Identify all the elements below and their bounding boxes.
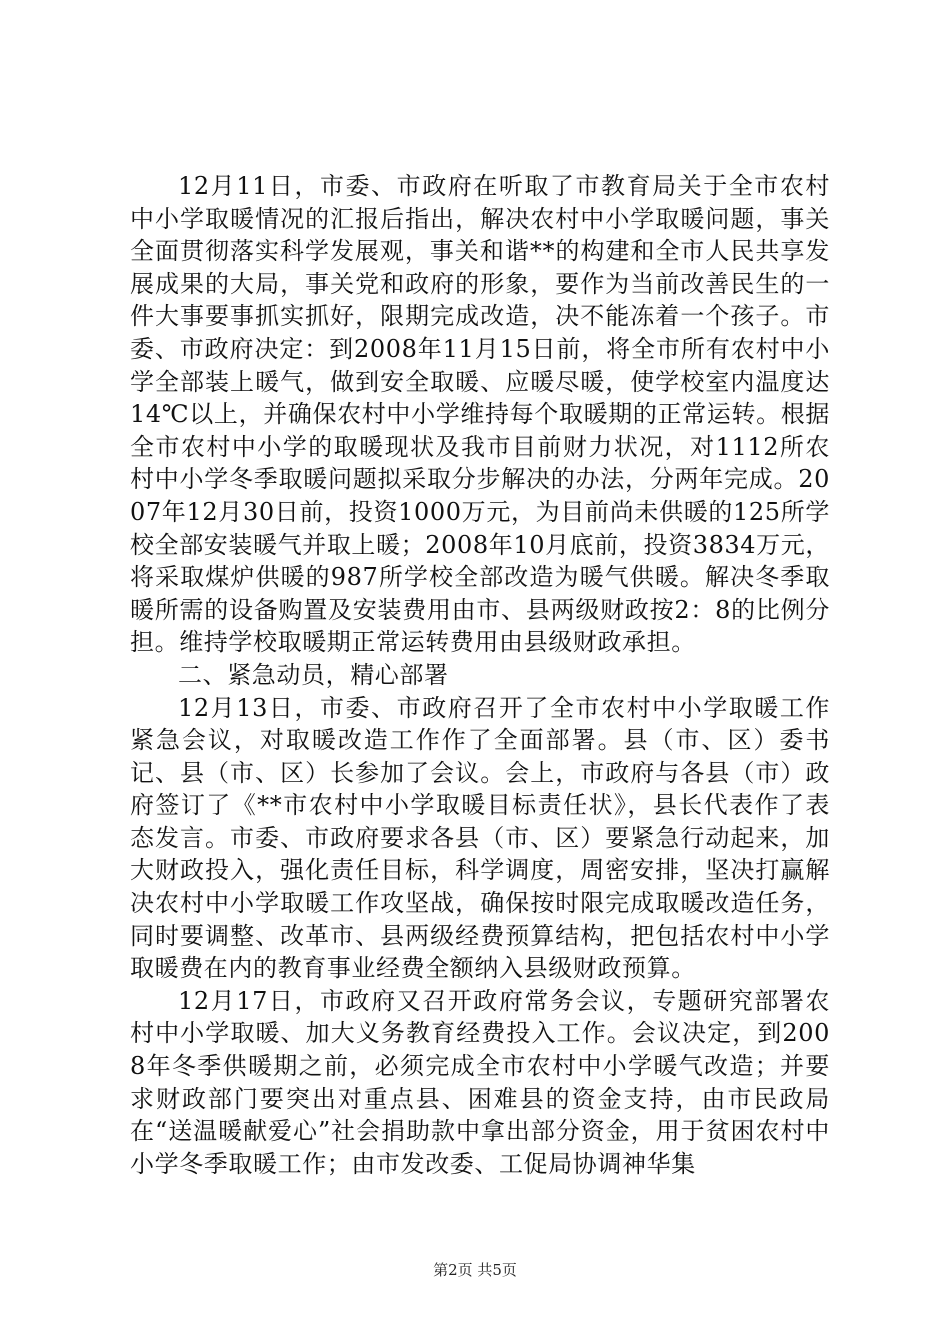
document-body bbox=[130, 170, 830, 1180]
paragraph-emergency-meeting: 12月13日，市委、市政府召开了全市农村中小学取暖工作紧急会议，对取暖改造工作作了全面部署。县（市、区）委书记、县（市、区）长参加了会议。会上，市政府与各县（市）政府签订了《**市农村中小学取暖目标责任状》，县长代表作了表态发言。市委、市政府要求各县（市、区）要紧急行动起来，加大财政投入，强化责任目标，科学调度，周密安排，坚决打赢解决农村中小学取暖工作攻坚战，确保按时限完成取暖改造任务，同时要调整、改革市、县两级经费预算结构，把包括农村中小学取暖费在内的教育事业经费全额纳入县级财政预算。 bbox=[130, 693, 830, 983]
section-heading-mobilization: 二、紧急动员，精心部署 bbox=[178, 660, 449, 689]
paragraph-heating-decision: 12月11日，市委、市政府在听取了市教育局关于全市农村中小学取暖情况的汇报后指出，解决农村中小学取暖问题，事关全面贯彻落实科学发展观，事关和谐**的构建和全市人民共享发展成果的大局，事关党和政府的形象，要作为当前改善民生的一件大事要事抓实抓好，限期完成改造，决不能冻着一个孩子。市委、市政府决定：到2008年11月15日前，将全市所有农村中小学全部装上暖气，做到安全取暖、应暖尽暖，使学校室内温度达14℃以上，并确保农村中小学维持每个取暖期的正常运转。根据全市农村中小学的取暖现状及我市目前财力状况，对1112所农村中小学冬季取暖问题拟采取分步解决的办法，分两年完成。2007年12月30日前，投资1000万元，为目前尚未供暖的125所学校全部安装暖气并取上暖；2008年10月底前，投资3834万元，将采取煤炉供暖的987所学校全部改造为暖气供暖。解决冬季取暖所需的设备购置及安装费用由市、县两级财政按2：8的比例分担。维持学校取暖期正常运转费用由县级财政承担。 bbox=[130, 172, 830, 657]
page-number-footer: 第2页 共5页 bbox=[433, 1261, 517, 1279]
paragraph-executive-meeting: 12月17日，市政府又召开政府常务会议，专题研究部署农村中小学取暖、加大义务教育经费投入工作。会议决定，到2008年冬季供暖期之前，必须完成全市农村中小学暖气改造；并要求财政部门要突出对重点县、困难县的资金支持，由市民政局在“送温暖献爱心”社会捐助款中拿出部分资金，用于贫困农村中小学冬季取暖工作；由市发改委、工促局协调神华集 bbox=[130, 986, 830, 1178]
